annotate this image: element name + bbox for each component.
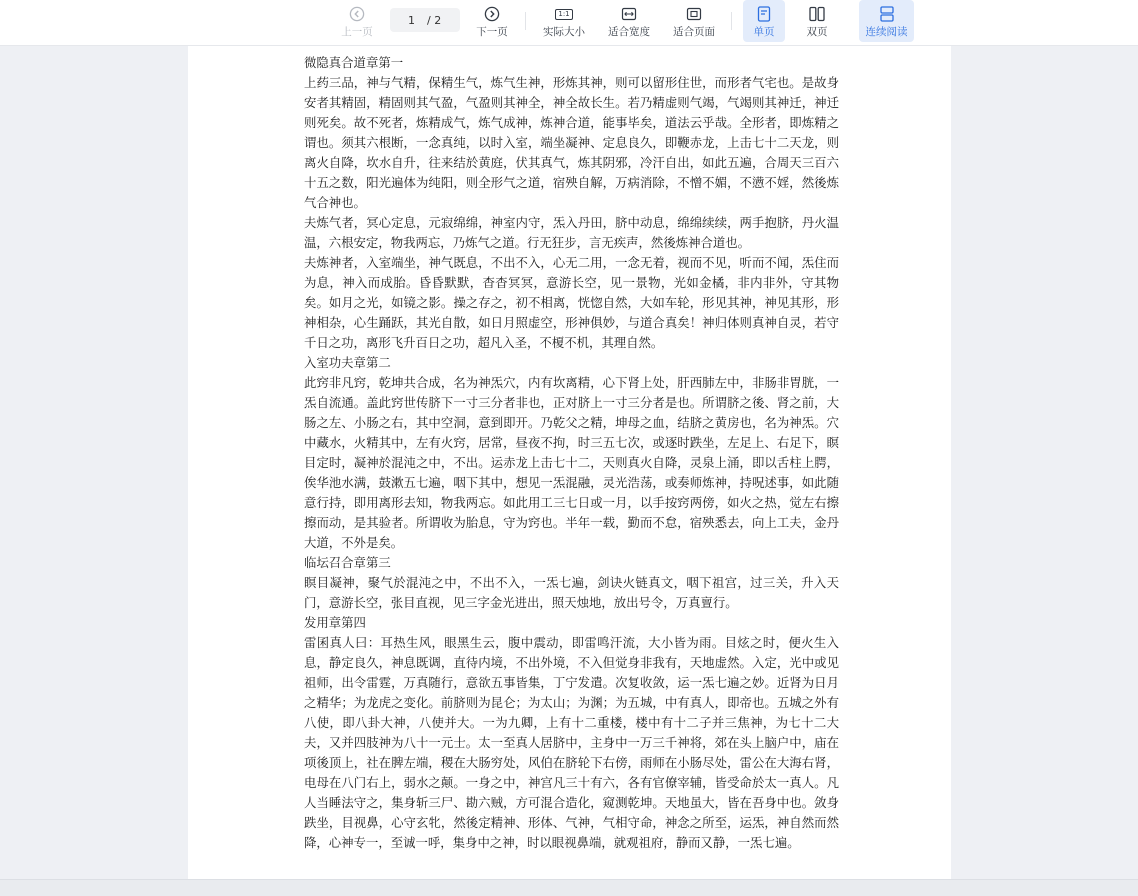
double-page-label: 双页 [806,26,828,38]
paragraph: 瞑目凝神，聚气於混沌之中，不出不入，一炁七遍，剑诀火链真文，咽下祖宫，过三关，升入天门，意游长空，张目直视，见三字金光进出，照天烛地，放出号令，万真亶行。 [304,575,839,610]
fit-width-label: 适合宽度 [608,26,650,38]
chapter-heading: 临坛召合章第三 [304,555,391,570]
actual-size-icon [555,5,572,23]
paragraph: 夫炼气者，冥心定息，元寂绵绵，神室内守，炁入丹田，脐中动息，绵绵续续，两手抱脐，丹火温温，六根安定，物我两忘，乃炼气之道。行无狂步，言无疾声，然後炼神合道也。 [304,215,839,250]
toolbar-divider [731,12,732,30]
total-pages: / 2 [427,13,442,27]
continuous-reading-icon [879,5,895,23]
prev-page-label: 上一页 [341,26,373,38]
chevron-right-circle-icon [484,5,500,23]
actual-size-button[interactable] [539,0,589,42]
fit-page-icon [686,5,702,23]
actual-size-label: 实际大小 [543,26,585,38]
fit-width-icon [621,5,637,23]
paragraph: 夫炼神者，入室端坐，神气既息，不出不入，心无二用，一念无着，视而不见，听而不闻，炁住而为息，神入而成胎。昏昏默默，杳杳冥冥，意游长空，见一景物，光如金橘，非内非外，守其物矣。如月之光，如镜之影。操之存之，初不相离，恍惚自然，大如车轮，形见其神，神见其形，形神相杂，心生踊跃，其光自散，如日月照虚空，形神俱妙，与道合真矣！神归体则真神自灵，若守千日之功，离形飞升百日之功，超凡入圣，不榎不机，其理自然。 [304,255,839,350]
double-page-button[interactable] [796,0,838,42]
actual-size-glyph: 1:1 [555,9,572,20]
chapter-heading: 微隐真合道章第一 [304,55,404,70]
fit-page-button[interactable] [669,0,719,42]
toolbar-divider [525,12,526,30]
fit-width-button[interactable] [604,0,654,42]
chapter-heading: 入室功夫章第二 [304,355,391,370]
chevron-left-circle-icon [349,5,365,23]
continuous-reading-button[interactable] [859,0,914,42]
fit-page-label: 适合页面 [673,26,715,38]
current-page-number: 1 [408,13,415,27]
next-page-button[interactable] [472,0,512,42]
paragraph: 上药三品，神与气精，保精生气，炼气生神，形炼其神，则可以留形住世，而形者气宅也。是故身安者其精固，精固则其气盈，气盈则其神全，神全故长生。若乃精虚则气竭，气竭则其神迁，神迁则死矣。故不死者，炼精成气，炼气成神，炼神合道，能事毕矣，道法云乎哉。全形者，即炼精之谓也。须其六根断，一念真纯，以时入室，端坐凝神、定息良久，即鞭赤龙，上击七十二天龙，则离火自降，坎水自升，往来结於黄庭，伏其真气，炼其阴邪，冷汗自出，如此五遍，合周天三百六十五之数，阳光遍体为纯阳，则全形气之道，宿殃自解，万病消除，不憎不媚，不懑不婬，然後炼气合神也。 [304,75,839,210]
document-page [188,46,951,879]
bottom-scroll-area [0,879,1138,896]
next-page-label: 下一页 [476,26,508,38]
continuous-reading-label: 连续阅读 [865,26,908,38]
double-page-icon [809,5,825,23]
single-page-icon [757,5,771,23]
paragraph: 此窍非凡窍，乾坤共合成，名为神炁穴，内有坎离精，心下肾上处，肝西肺左中，非肠非胃胱，一炁自流通。盖此窍世传脐下一寸三分者非也，正对脐上一寸三分者是也。所谓脐之後、肾之前，大肠之左、小肠之右，其中空洞，意到即开。乃乾父之精，坤母之血，结脐之黄房也，名为神炁。穴中藏水，火精其中，左有火窍，居常，昼夜不拘，时三五七次，或逐时跌坐，左足上、右足下，瞑目定时，凝神於混沌之中，不出。运赤龙上击七十二，天则真火自降，灵泉上涌，即以舌柱上腭，俟华池水满，鼓漱五七遍，咽下其中，想见一炁混融，灵光浩荡，或奏师炼神，持呪述事，如此随意行持，即用离形去知，物我两忘。如此用工三七日或一月，以手按窍两傍，如火之热，觉左右擦擦而动，是其验者。所谓收为胎息，守为窍也。半年一载，勤而不怠，宿殃悉去，向上工夫，金丹大道，不外是矣。 [304,375,839,550]
page-text [304,53,839,853]
paragraph: 雷囷真人曰：耳热生风，眼黑生云，腹中震动，即雷鸣汗流，大小皆为雨。目炫之时，便火生入息，静定良久，神息既调，直待内境，不出外境，不入但觉身非我有，天地虚然。入定，光中或见祖师，出令雷霆，万真随行，意欲五事皆集，丁宁发遣。次复收敛，运一炁七遍之妙。近肾为日月之精华；为龙虎之变化。前脐则为昆仑；为太山；为渊；为五城，中有真人，即帝也。五城之外有八使，即八卦大神，八使并大。一为九卿，上有十二重楼，楼中有十二子并三焦神，为七十二大夫，又并四肢神为八十一元士。太一至真人居脐中，主身中一万三千神将，郊在头上脑户中，庙在项後顶上，社在脾左端，稷在大肠穷处，风伯在脐轮下右傍，雨师在小肠尽处，雷公在大海右肾，电母在八门右上，弱水之颠。一身之中，神宫凡三十有六，各有官僚宰辅，皆受命於太一真人。凡人当睡法守之，集身斩三尸、勘六贼，方可混合造化，窥测乾坤。天地虽大，皆在吾身中也。敛身跌坐，目视鼻，心守玄牝，然後定精神、形体、气神，气相守命，神念之所至，运炁，神自然而然降，心神专一，至诚一呼，集身中之神，时以眼视鼻端，就观祖府，静而又静，一炁七遍。 [304,635,839,850]
viewer-toolbar [0,0,1138,46]
single-page-button[interactable] [743,0,785,42]
page-number-input[interactable] [390,8,460,32]
single-page-label: 单页 [753,26,775,38]
chapter-heading: 发用章第四 [304,615,366,630]
prev-page-button[interactable] [336,0,378,42]
